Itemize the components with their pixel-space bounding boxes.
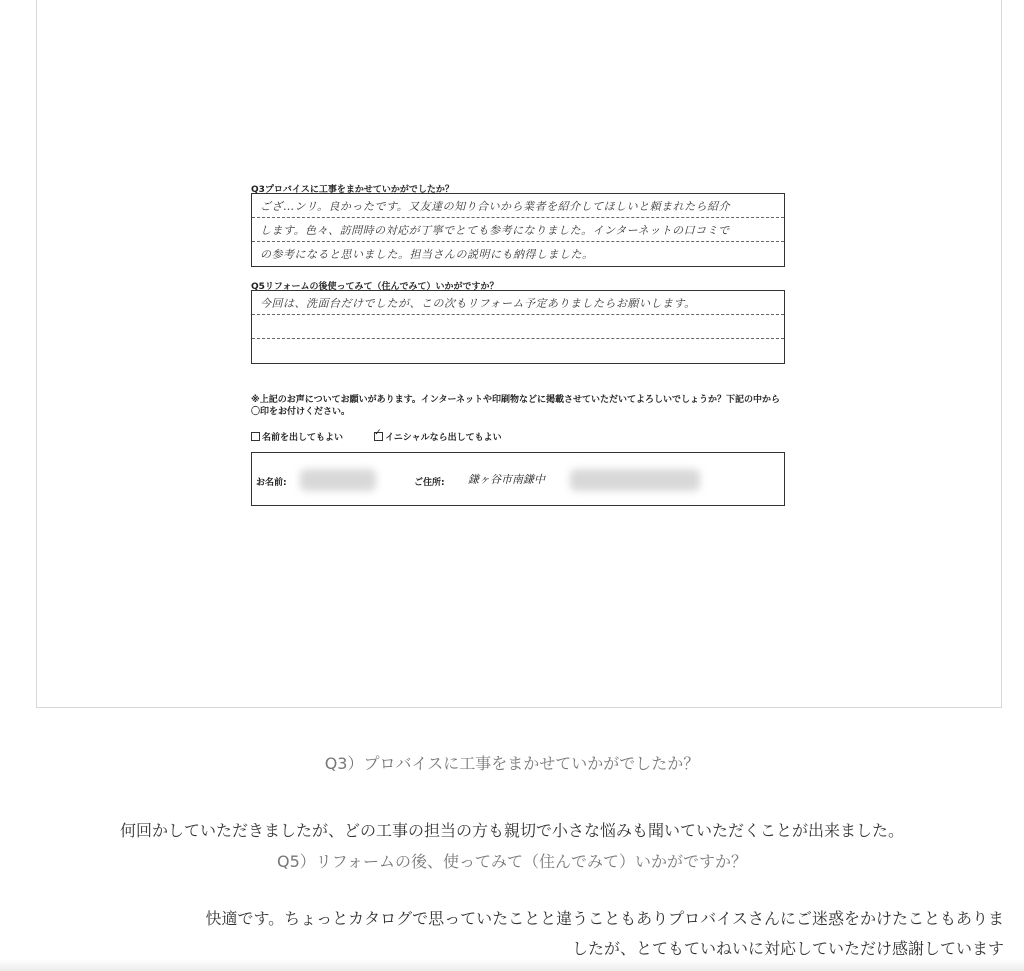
option-initial-ok: ✓ イニシャルなら出してもよい (374, 433, 501, 443)
form-q5-line-2 (252, 315, 784, 339)
form-permission-options (251, 430, 530, 443)
q3-title: Q3）プロバイスに工事をまかせていかがでしたか？ (324, 754, 700, 773)
checked-checkbox-icon (374, 432, 383, 441)
form-q3-line-1: ござ…ンリ。良かったです。又友達の知り合いから業者を紹介してほしいと頼まれたら紹介 (252, 194, 784, 218)
option-name-ok: 名前を出してもよい (251, 433, 343, 443)
blurred-address (570, 469, 700, 491)
q5-answer (20, 904, 1004, 964)
form-address-label: ご住所: (414, 478, 445, 488)
bottom-fade (0, 959, 1024, 971)
form-q5-heading: Q5リフォームの後使ってみて（住んでみて）いかがですか？ (251, 282, 499, 292)
form-q5-line-3 (252, 339, 784, 363)
form-name-address-box (251, 452, 785, 506)
form-address-value: 鎌ヶ谷市南鎌中 (468, 473, 545, 486)
q5-answer-line-2: したが、とてもていねいに対応していただけ感謝しています (571, 939, 1004, 958)
form-q5-answer-box (251, 290, 785, 364)
blurred-name (300, 469, 376, 491)
form-q3-heading: Q3プロバイスに工事をまかせていかがでしたか？ (251, 185, 454, 195)
checkbox-icon (251, 432, 260, 441)
form-q5-line-1: 今回は、洗面台だけでしたが、この次もリフォーム予定ありましたらお願いします。 (252, 291, 784, 315)
scanned-survey-form (251, 182, 791, 512)
form-name-label: お名前: (256, 478, 287, 488)
form-permission-notice: ※上記のお声についてお願いがあります。インターネットや印刷物などに掲載させていただいてよろしいでしょうか？下記の中から〇印をお付けください。 (251, 395, 781, 417)
q3-answer: 何回かしていただきましたが、どの工事の担当の方も親切で小さな悩みも聞いていただくことが出来ました。 (119, 821, 904, 840)
survey-image-frame (36, 0, 1002, 708)
form-q3-line-2: します。色々、訪問時の対応が丁寧でとても参考になりました。インターネットの口コミで (252, 218, 784, 242)
q5-answer-line-1: 快適です。ちょっとカタログで思っていたことと違うこともありプロバイスさんにご迷惑をかけたこともありま (205, 909, 1004, 928)
voice-text-section (0, 750, 1024, 958)
form-q3-answer-box (251, 193, 785, 267)
q5-title: Q5）リフォームの後、使ってみて（住んでみて）いかがですか？ (277, 852, 747, 871)
form-q3-line-3: の参考になると思いました。担当さんの説明にも納得しました。 (260, 248, 594, 261)
